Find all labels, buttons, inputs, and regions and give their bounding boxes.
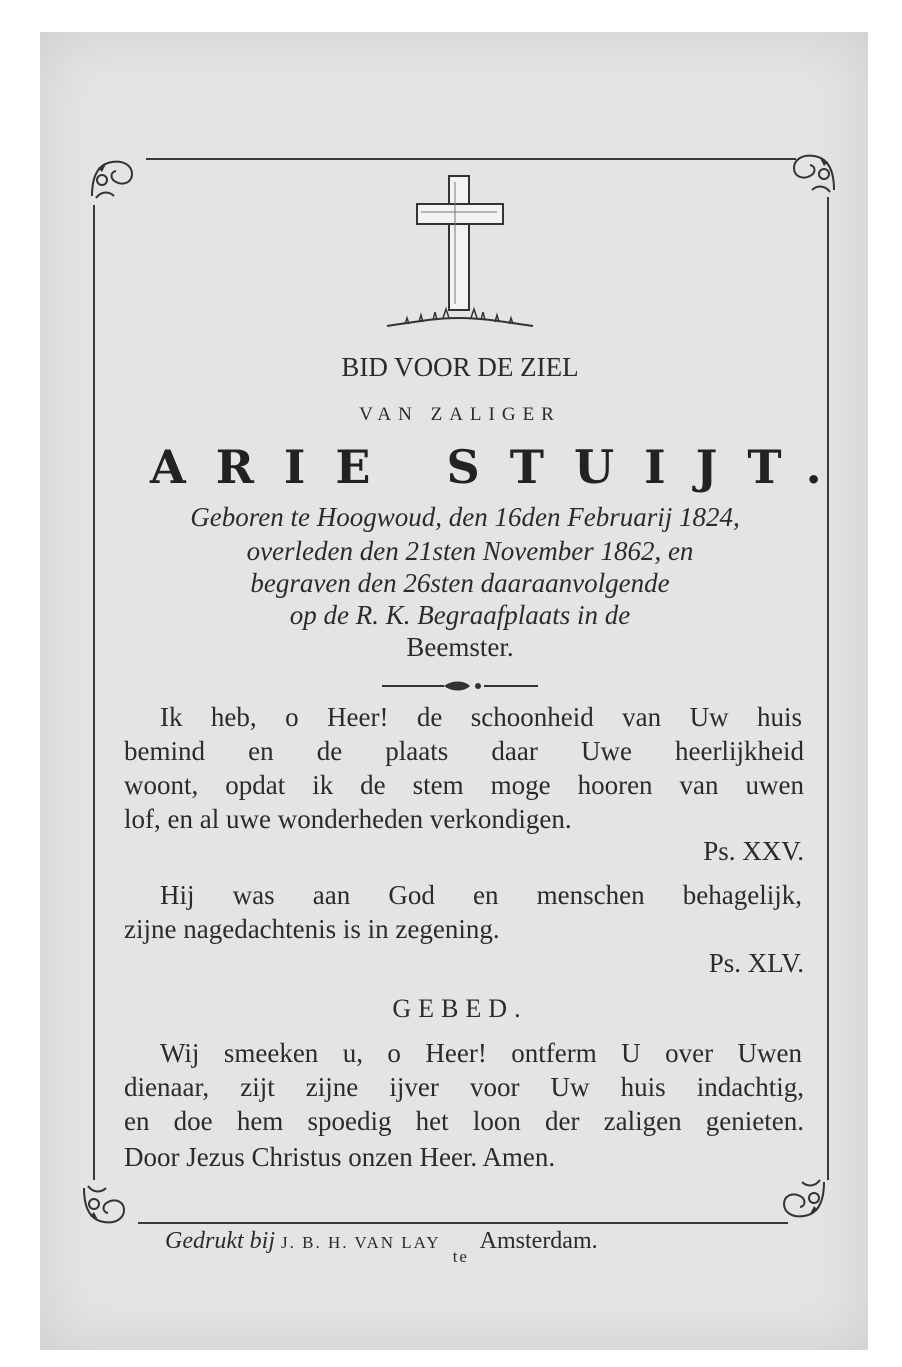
frame-top-rule bbox=[146, 158, 796, 160]
birth-line-4: op de R. K. Begraafplaats in de bbox=[289, 600, 631, 630]
card-heading: BID VOOR DE ZIEL bbox=[341, 352, 579, 382]
birth-line-3: begraven den 26sten daaraanvolgende bbox=[250, 568, 670, 598]
corner-ornament-icon bbox=[780, 1176, 828, 1222]
printer-credit bbox=[165, 1228, 805, 1266]
frame-right-rule bbox=[827, 197, 829, 1180]
verse1-line-4: lof, en al uwe wonderheden verkondigen. bbox=[124, 804, 572, 834]
prayer-line-1: Wij smeeken u, o Heer! ontferm U over Uwen bbox=[160, 1038, 802, 1068]
cross-icon bbox=[385, 172, 535, 332]
verse1-reference: Ps. XXV. bbox=[703, 836, 804, 866]
birth-line-2: overleden den 21sten November 1862, en bbox=[246, 536, 694, 566]
verse1-line-3: woont, opdat ik de stem moge hooren van uwen bbox=[124, 770, 804, 800]
frame-bottom-rule bbox=[138, 1222, 788, 1224]
printer-city: Amsterdam. bbox=[479, 1228, 598, 1254]
verse2-line-1: Hij was aan God en menschen behagelijk, bbox=[160, 880, 802, 910]
card-subheading: VAN ZALIGER bbox=[359, 404, 561, 425]
divider-ornament-icon bbox=[380, 680, 540, 692]
prayer-title: GEBED. bbox=[392, 994, 528, 1023]
corner-ornament-icon bbox=[80, 1182, 128, 1228]
birth-line-5: Beemster. bbox=[406, 632, 514, 662]
te-label: te bbox=[452, 1247, 469, 1266]
prayer-line-4: Door Jezus Christus onzen Heer. Amen. bbox=[124, 1142, 556, 1172]
verse2-line-2: zijne nagedachtenis is in zegening. bbox=[124, 914, 500, 944]
verse2-reference: Ps. XLV. bbox=[708, 948, 804, 978]
prayer-line-2: dienaar, zijt zijne ijver voor Uw huis indachtig, bbox=[124, 1072, 804, 1102]
printer-name: J. B. H. VAN LAY bbox=[280, 1233, 441, 1252]
printed-by-label: Gedrukt bij bbox=[165, 1228, 275, 1254]
birth-line-1: Geboren te Hoogwoud, den 16den Februarij 1824, bbox=[190, 502, 740, 532]
frame-left-rule bbox=[93, 205, 95, 1180]
corner-ornament-icon bbox=[88, 156, 136, 202]
prayer-line-3: en doe hem spoedig het loon der zaligen genieten. bbox=[124, 1106, 804, 1136]
verse1-line-2: bemind en de plaats daar Uwe heerlijkheid bbox=[124, 736, 804, 766]
corner-ornament-icon bbox=[790, 150, 838, 196]
verse1-line-1: Ik heb, o Heer! de schoonheid van Uw huis bbox=[160, 702, 802, 732]
deceased-name: ARIE STUIJT. bbox=[150, 440, 852, 494]
